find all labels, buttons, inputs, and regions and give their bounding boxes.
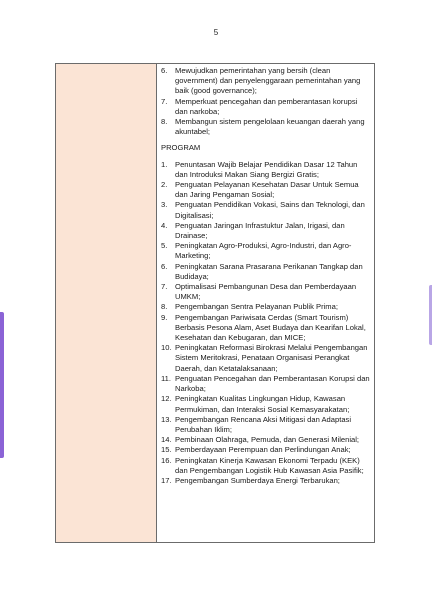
list-item [161,343,370,374]
list-item-text: Pengembangan Sentra Pelayanan Publik Prima; [175,302,338,312]
list-item [161,456,370,476]
list-item-number: 7. [161,96,168,106]
list-item-text: Memperkuat pencegahan dan pemberantasan korupsi dan narkoba; [175,96,358,116]
program-heading: PROGRAM [161,143,201,153]
list-item-text: Peningkatan Sarana Prasarana Perikanan Tangkap dan Budidaya; [175,261,363,281]
list-item-text: Pengembangan Sumberdaya Energi Terbarukan; [175,475,340,485]
list-item [161,445,370,455]
list-item-number: 10. [161,343,172,353]
list-item [161,221,370,241]
list-item-text: Peningkatan Kinerja Kawasan Ekonomi Terpadu (KEK) dan Pengembangan Logistik Hub Kawasan Asia Pasifik; [175,455,364,475]
document-table [55,63,375,543]
program-list [161,160,370,487]
list-item-text: Peningkatan Agro-Produksi, Agro-Industri, dan Agro-Marketing; [175,241,352,261]
list-item-text: Pemberdayaan Perempuan dan Perlindungan Anak; [175,445,351,455]
list-item-text: Penguatan Pelayanan Kesehatan Dasar Untuk Semua dan Jaring Pengaman Sosial; [175,180,359,200]
list-item-text: Penguatan Pendidikan Vokasi, Sains dan Teknologi, dan Digitalisasi; [175,200,365,220]
list-item [161,97,370,117]
list-item [161,282,370,302]
list-item-number: 6. [161,261,168,271]
list-item [161,302,370,312]
list-item [161,262,370,282]
list-item-number: 3. [161,200,168,210]
list-item-number: 2. [161,180,168,190]
list-item [161,435,370,445]
list-item [161,200,370,220]
list-item-number: 15. [161,445,172,455]
misi-list [161,66,370,137]
list-item [161,476,370,486]
list-item [161,374,370,394]
list-item-text: Optimalisasi Pembangunan Desa dan Pemberdayaan UMKM; [175,282,357,302]
table-left-cell [56,64,157,542]
list-item [161,66,370,97]
list-item [161,313,370,344]
list-item-number: 7. [161,282,168,292]
list-item-number: 12. [161,394,172,404]
list-item-number: 8. [161,302,168,312]
list-item [161,241,370,261]
list-item-number: 5. [161,241,168,251]
list-item-number: 9. [161,312,168,322]
list-item-text: Penguatan Pencegahan dan Pemberantasan Korupsi dan Narkoba; [175,373,370,394]
table-right-cell [157,64,374,542]
list-item-text: Penuntasan Wajib Belajar Pendidikan Dasar 12 Tahun dan Introduksi Makan Siang Bergizi Gratis; [175,159,358,179]
list-item-text: Mewujudkan pemerintahan yang bersih (clean government) dan penyelenggaraan pemerintahan yang baik (good governance); [175,66,361,96]
left-scroll-indicator[interactable] [0,312,4,458]
page-number: 5 [213,28,219,37]
list-item-number: 11. [161,373,171,383]
list-item [161,160,370,180]
list-item-number: 14. [161,435,172,445]
list-item-text: Pengembangan Pariwisata Cerdas (Smart Tourism) Berbasis Pesona Alam, Aset Budaya dan Kearifan Lokal, Kesehatan dan Kebugaran, dan MICE; [175,312,366,343]
list-item-number: 13. [161,414,172,424]
list-item-text: Membangun sistem pengelolaan keuangan daerah yang akuntabel; [175,117,365,137]
list-item-number: 17. [161,475,172,485]
list-item-number: 4. [161,220,168,230]
list-item-number: 8. [161,117,168,127]
list-item-number: 1. [161,159,168,169]
list-item-text: Peningkatan Reformasi Birokrasi Melalui Pengembangan Sistem Meritokrasi, Penataan Organisasi Perangkat Daerah, dan Ketatalaksanaan; [175,343,368,373]
list-item-number: 16. [161,455,172,465]
list-item-number: 6. [161,66,168,75]
list-item [161,117,370,137]
list-item-text: Penguatan Jaringan Infrastuktur Jalan, Irigasi, dan Drainase; [175,220,345,241]
list-item [161,394,370,414]
list-item [161,180,370,200]
list-item-text: Peningkatan Kualitas Lingkungan Hidup, Kawasan Permukiman, dan Interaksi Sosial Kemasyarakatan; [175,394,350,414]
list-item [161,415,370,435]
list-item-text: Pembinaan Olahraga, Pemuda, dan Generasi Milenial; [175,435,360,445]
list-item-text: Pengembangan Rencana Aksi Mitigasi dan Adaptasi Perubahan Iklim; [175,414,352,434]
